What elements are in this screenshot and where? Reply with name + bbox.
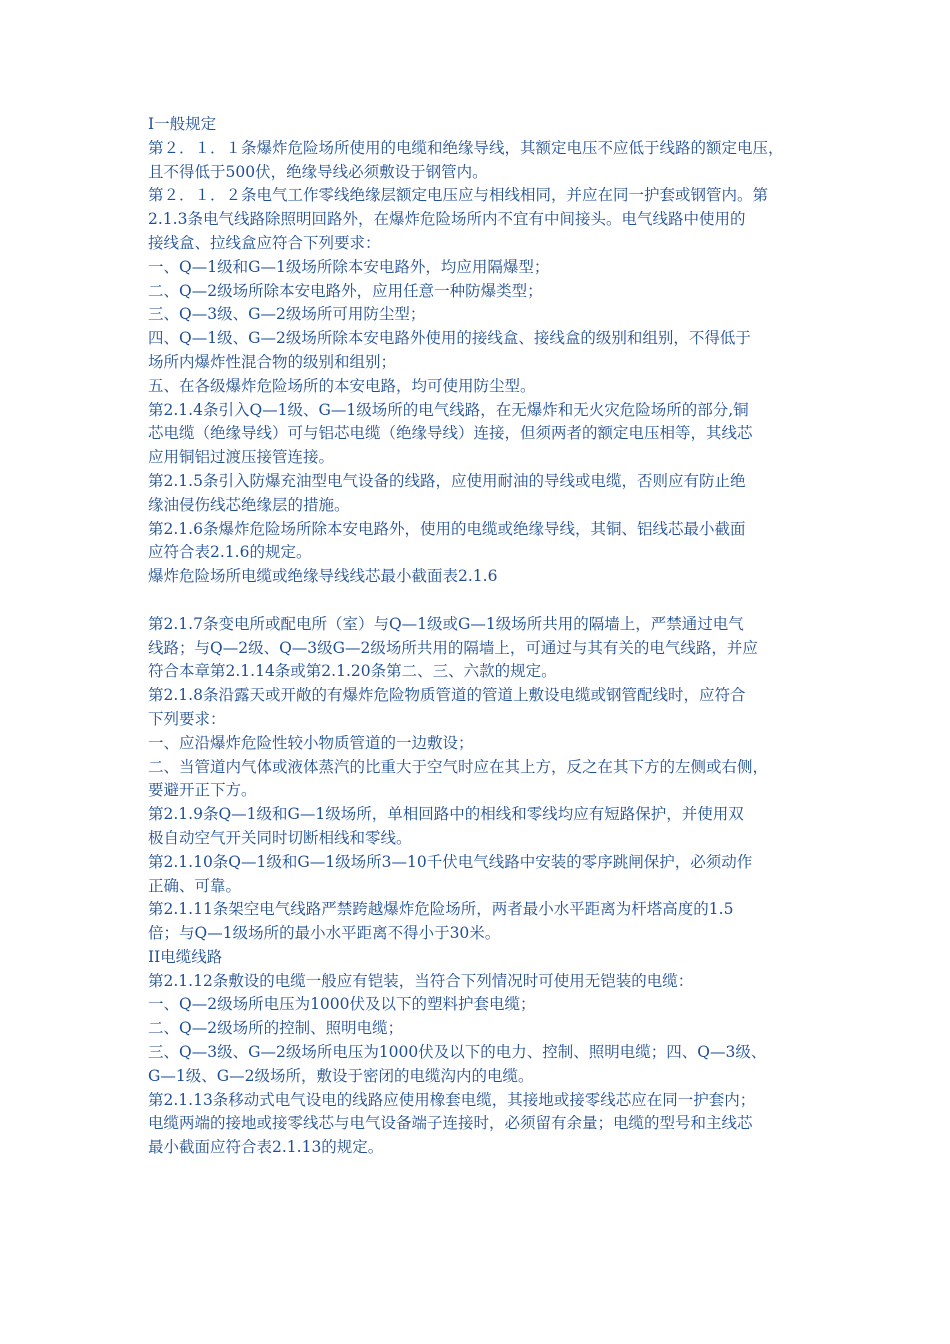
text-line: 二、Q—2级场所除本安电路外，应用任意一种防爆类型；	[148, 281, 543, 300]
text-line: 第２．１．２条电气工作零线绝缘层额定电压应与相线相同，并应在同一护套或钢管内。第	[148, 186, 769, 205]
text-line: 爆炸危险场所电缆或绝缘导线线芯最小截面表2.1.6	[148, 567, 498, 586]
text-line: I一般规定	[148, 115, 217, 133]
text-line: 场所内爆炸性混合物的级别和组别；	[148, 352, 397, 371]
text-line: 第2.1.9条Q—1级和G—1级场所，单相回路中的相线和零线均应有短路保护，并使用双	[148, 805, 744, 824]
text-line: 最小截面应符合表2.1.13的规定。	[148, 1138, 384, 1157]
text-line: 一、Q—1级和G—1级场所除本安电路外，均应用隔爆型；	[148, 257, 550, 276]
text-line: 倍；与Q—1级场所的最小水平距离不得小于30米。	[148, 924, 501, 943]
text-line: 第2.1.8条沿露天或开敞的有爆炸危险物质管道的管道上敷设电缆或钢管配线时，应符合	[148, 686, 746, 705]
text-line: 第2.1.4条引入Q—1级、G—1级场所的电气线路，在无爆炸和无火灾危险场所的部分,铜	[148, 400, 749, 419]
text-line: 线路；与Q—2级、Q—3级G—2级场所共用的隔墙上，可通过与其有关的电气线路，并应	[148, 638, 758, 657]
text-line: 下列要求：	[148, 709, 226, 728]
text-line: 第2.1.13条移动式电气设电的线路应使用橡套电缆，其接地或接零线芯应在同一护套内；	[148, 1090, 756, 1109]
text-line: 芯电缆（绝缘导线）可与铝芯电缆（绝缘导线）连接，但须两者的额定电压相等，其线芯	[148, 424, 753, 443]
text-line: 第2.1.12条敷设的电缆一般应有铠装，当符合下列情况时可使用无铠装的电缆：	[148, 971, 694, 990]
text-line: 四、Q—1级、G—2级场所除本安电路外使用的接线盒、接线盒的级别和组别，不得低于	[148, 329, 751, 348]
text-line: 正确、可靠。	[148, 876, 242, 895]
text-line: 应用铜铝过渡压接管连接。	[148, 448, 335, 467]
text-line: 符合本章第2.1.14条或第2.1.20条第二、三、六款的规定。	[148, 662, 557, 681]
text-line: 三、Q—3级、G—2级场所电压为1000伏及以下的电力、控制、照明电缆；四、Q—3级、	[148, 1043, 767, 1062]
text-line: 极自动空气开关同时切断相线和零线。	[148, 828, 412, 847]
text-line: 且不得低于500伏，绝缘导线必须敷设于钢管内。	[148, 162, 488, 181]
text-line: 电缆两端的接地或接零线芯与电气设备端子连接时，必须留有余量；电缆的型号和主线芯	[148, 1114, 753, 1133]
text-line: G—1级、G—2级场所，敷设于密闭的电缆沟内的电缆。	[148, 1066, 534, 1085]
text-line: 一、Q—2级场所电压为1000伏及以下的塑料护套电缆；	[148, 995, 536, 1014]
text-line: 要避开正下方。	[148, 781, 257, 800]
document-body	[148, 113, 832, 1160]
text-line: 第2.1.10条Q—1级和G—1级场所3—10千伏电气线路中安装的零序跳闸保护，必须动作	[148, 852, 753, 871]
text-line: 接线盒、拉线盒应符合下列要求：	[148, 233, 381, 252]
text-line: 第2.1.7条变电所或配电所（室）与Q—1级或G—1级场所共用的隔墙上，严禁通过电气	[148, 614, 744, 633]
text-line: 第2.1.6条爆炸危险场所除本安电路外，使用的电缆或绝缘导线，其铜、铝线芯最小截面	[148, 519, 746, 538]
text-line: 三、Q—3级、G—2级场所可用防尘型；	[148, 305, 426, 324]
text-line: 第2.1.11条架空电气线路严禁跨越爆炸危险场所，两者最小水平距离为杆塔高度的1.5	[148, 900, 734, 919]
text-line: 二、当管道内气体或液体蒸汽的比重大于空气时应在其上方，反之在其下方的左侧或右侧，	[148, 757, 769, 776]
text-line: 第2.1.5条引入防爆充油型电气设备的线路，应使用耐油的导线或电缆，否则应有防止绝	[148, 471, 746, 490]
text-line: 二、Q—2级场所的控制、照明电缆；	[148, 1019, 404, 1038]
text-line: 五、在各级爆炸危险场所的本安电路，均可使用防尘型。	[148, 376, 536, 395]
text-line: 缘油侵伤线芯绝缘层的措施。	[148, 495, 350, 514]
text-line: 2.1.3条电气线路除照明回路外，在爆炸危险场所内不宜有中间接头。电气线路中使用的	[148, 210, 746, 229]
blank-line	[148, 589, 832, 613]
text-line: 一、应沿爆炸危险性较小物质管道的一边敷设；	[148, 733, 474, 752]
text-line: 应符合表2.1.6的规定。	[148, 543, 312, 562]
text-line: 第２．１．１条爆炸危险场所使用的电缆和绝缘导线，其额定电压不应低于线路的额定电压，	[148, 138, 784, 157]
text-line: II电缆线路	[148, 947, 223, 966]
